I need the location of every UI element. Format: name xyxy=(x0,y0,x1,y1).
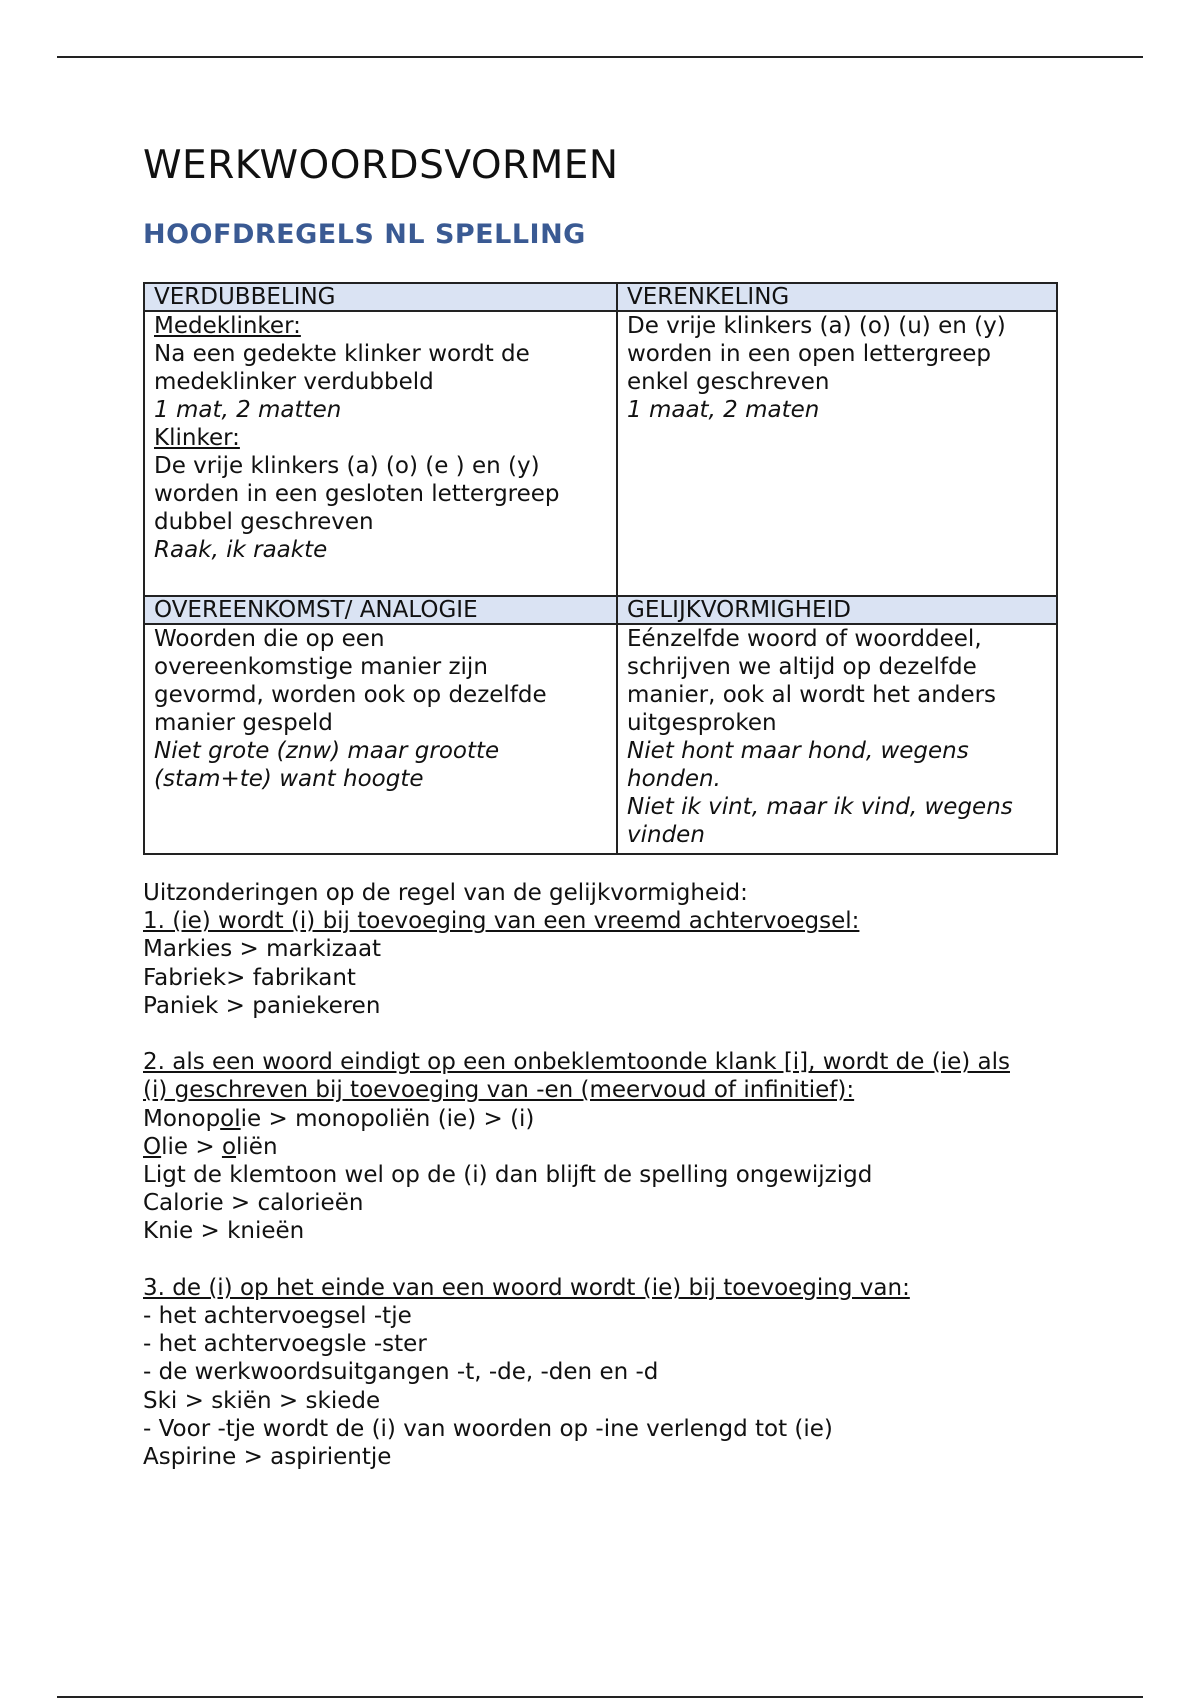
cell-text-line: uitgesproken xyxy=(627,710,777,736)
stressed-syllable: ol xyxy=(220,1105,241,1132)
example-text: (stam+te) want hoogte xyxy=(154,766,424,792)
exceptions-section xyxy=(143,879,1010,1471)
cell-text-line: Na een gedekte klinker wordt de xyxy=(154,341,530,367)
klinker-label: Klinker: xyxy=(154,425,240,451)
cell-text-line: De vrije klinkers (a) (o) (e ) en (y) xyxy=(154,453,540,479)
medeklinker-label: Medeklinker: xyxy=(154,313,301,339)
header-verdubbeling: VERDUBBELING xyxy=(144,283,617,311)
example-word-part: Monop xyxy=(143,1105,221,1132)
example-text: Niet hont maar hond, wegens xyxy=(627,738,969,764)
example-word-part: liën xyxy=(236,1133,278,1160)
rule1-heading: 1. (ie) wordt (i) bij toevoeging van een vreemd achtervoegsel: xyxy=(143,908,860,935)
section-heading: HOOFDREGELS NL SPELLING xyxy=(143,219,586,250)
spelling-rules-table xyxy=(143,282,1058,855)
bottom-rule xyxy=(57,1696,1143,1698)
example-line: Paniek > paniekeren xyxy=(143,992,381,1019)
rule2-heading: 2. als een woord eindigt op een onbeklemtoonde klank [i], wordt de (ie) als xyxy=(143,1049,1010,1076)
cell-text-line: worden in een open lettergreep xyxy=(627,341,991,367)
cell-text-line: Eénzelfde woord of woorddeel, xyxy=(627,626,982,652)
example-line xyxy=(143,1105,1010,1133)
top-rule xyxy=(57,56,1143,58)
cell-text-line: dubbel geschreven xyxy=(154,509,374,535)
example-text: Niet grote (znw) maar grootte xyxy=(154,738,500,764)
cell-verdubbeling xyxy=(144,311,617,596)
exceptions-intro: Uitzonderingen op de regel van de gelijkvormigheid: xyxy=(143,880,748,906)
example-line: - Voor -tje wordt de (i) van woorden op -ine verlengd tot (ie) xyxy=(143,1415,833,1442)
page-title: WERKWOORDSVORMEN xyxy=(143,143,619,188)
example-text: 1 maat, 2 maten xyxy=(627,397,820,423)
example-line: Ski > skiën > skiede xyxy=(143,1387,381,1414)
cell-text-line: De vrije klinkers (a) (o) (u) en (y) xyxy=(627,313,1006,339)
example-line: Ligt de klemtoon wel op de (i) dan blijft de spelling ongewijzigd xyxy=(143,1162,873,1189)
cell-text-line: Woorden die op een xyxy=(154,626,385,652)
example-line: Calorie > calorieën xyxy=(143,1190,364,1217)
example-text: vinden xyxy=(627,822,705,848)
cell-verenkeling xyxy=(617,311,1057,596)
example-text: 1 mat, 2 matten xyxy=(154,397,342,423)
example-line: Fabriek> fabrikant xyxy=(143,964,356,991)
example-line: Knie > knieën xyxy=(143,1218,305,1245)
cell-text-line: enkel geschreven xyxy=(627,369,830,395)
cell-text-line: gevormd, worden ook op dezelfde xyxy=(154,682,547,708)
cell-text-line: manier, ook al wordt het anders xyxy=(627,682,997,708)
cell-text-line: overeenkomstige manier zijn xyxy=(154,654,488,680)
cell-text-line: worden in een gesloten lettergreep xyxy=(154,481,560,507)
example-line: Aspirine > aspirientje xyxy=(143,1444,392,1471)
stressed-syllable: o xyxy=(221,1133,237,1160)
rule3-heading: 3. de (i) op het einde van een woord wordt (ie) bij toevoeging van: xyxy=(143,1274,910,1301)
example-word-part: ie > monopoliën (ie) > (i) xyxy=(240,1105,535,1132)
cell-text-line: schrijven we altijd op dezelfde xyxy=(627,654,977,680)
header-overeenkomst: OVEREENKOMST/ ANALOGIE xyxy=(144,596,617,624)
cell-text-line: medeklinker verdubbeld xyxy=(154,369,434,395)
example-line: Markies > markizaat xyxy=(143,936,382,963)
cell-overeenkomst xyxy=(144,624,617,854)
rule2-heading: (i) geschreven bij toevoeging van -en (meervoud of infinitief): xyxy=(143,1077,855,1104)
example-text: Raak, ik raakte xyxy=(154,537,328,563)
example-line: - het achtervoegsel -tje xyxy=(143,1303,412,1330)
example-text: Niet ik vint, maar ik vind, wegens xyxy=(627,794,1013,820)
header-gelijkvormigheid: GELIJKVORMIGHEID xyxy=(617,596,1057,624)
cell-gelijkvormigheid xyxy=(617,624,1057,854)
example-word-part: lie > xyxy=(161,1133,222,1160)
stressed-syllable: O xyxy=(143,1133,162,1160)
header-verenkeling: VERENKELING xyxy=(617,283,1057,311)
example-line: - de werkwoordsuitgangen -t, -de, -den en -d xyxy=(143,1359,659,1386)
example-line xyxy=(143,1133,1010,1161)
cell-text-line: manier gespeld xyxy=(154,710,333,736)
example-text: honden. xyxy=(627,766,721,792)
example-line: - het achtervoegsle -ster xyxy=(143,1331,427,1358)
